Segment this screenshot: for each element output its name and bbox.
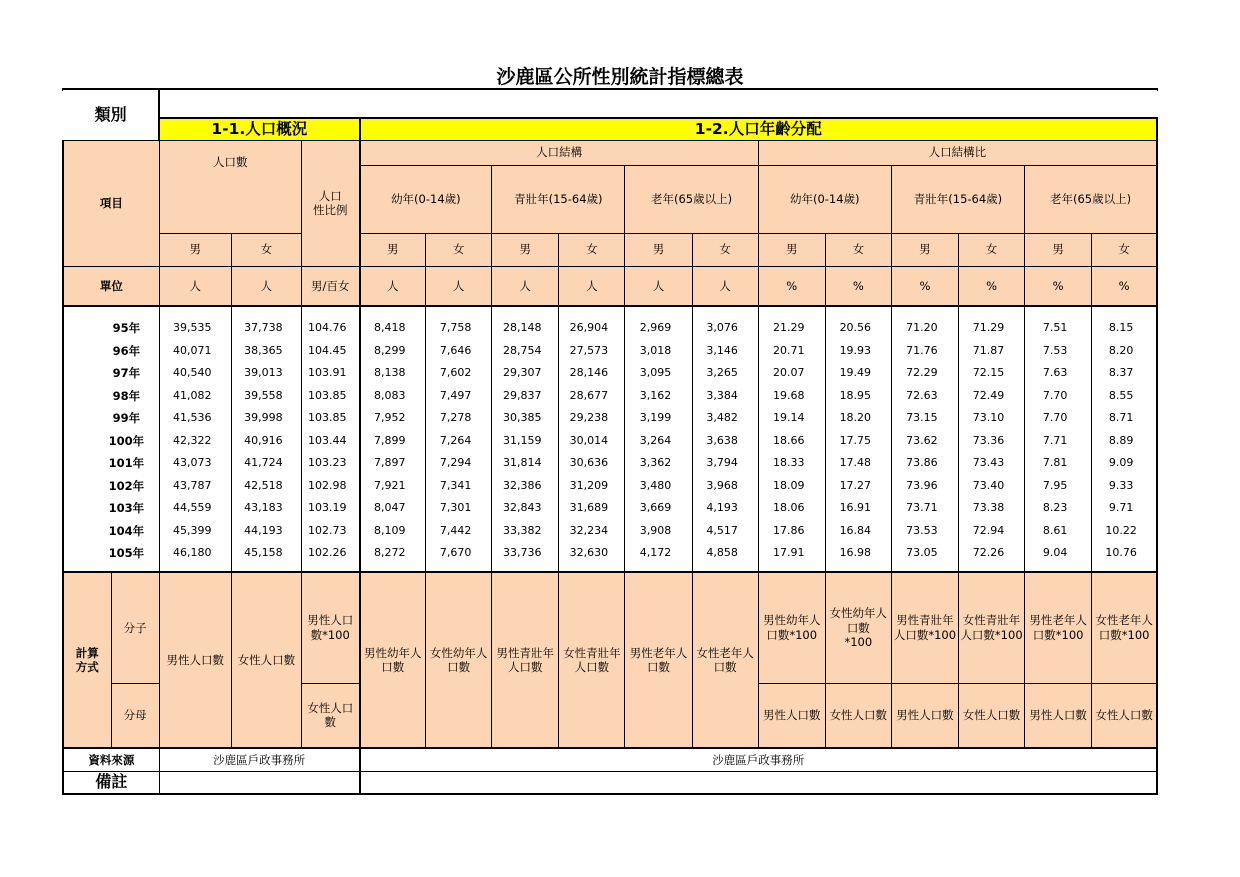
value-cell: 8.15 xyxy=(1108,321,1134,334)
calc-child-male: 男性幼年人 口數 xyxy=(360,572,426,748)
value-cell: 8.55 xyxy=(1108,388,1134,402)
value-cell: 40,540 xyxy=(172,366,212,379)
value-cell: 73.38 xyxy=(972,501,1005,514)
female-header: 女 xyxy=(426,233,492,266)
value-cell: 7.81 xyxy=(1042,456,1068,469)
value-cell: 17.48 xyxy=(839,456,872,469)
pct-adult-female-column xyxy=(958,306,1024,572)
value-cell: 8,272 xyxy=(374,546,406,559)
value-cell: 27,573 xyxy=(569,343,609,357)
value-cell: 72.15 xyxy=(972,366,1005,379)
population-header: 人口數 xyxy=(159,140,301,233)
unit-cell: 人 xyxy=(492,266,559,306)
value-cell: 17.86 xyxy=(772,523,805,537)
value-cell: 19.93 xyxy=(839,343,872,357)
value-cell: 3,482 xyxy=(706,411,738,424)
value-cell: 3,146 xyxy=(706,343,738,357)
pct-adult-male-column xyxy=(891,306,958,572)
value-cell: 9.04 xyxy=(1042,546,1068,559)
calc-male-pop: 男性人口數 xyxy=(159,572,231,748)
calc-den-male-pop: 男性人口數 xyxy=(1025,683,1092,748)
value-cell: 71.76 xyxy=(906,343,938,357)
unit-cell: % xyxy=(1092,266,1157,306)
pct-child-header: 幼年(0-14歲) xyxy=(758,165,891,233)
value-cell: 103.23 xyxy=(307,456,347,469)
structure-ratio-header: 人口結構比 xyxy=(758,140,1157,165)
adult-male-column xyxy=(492,306,559,572)
pct-elder-header: 老年(65歲以上) xyxy=(1025,165,1157,233)
year-cell: 103年 xyxy=(108,501,145,515)
value-cell: 7.71 xyxy=(1042,433,1068,447)
value-cell: 7,301 xyxy=(439,501,472,514)
value-cell: 8,138 xyxy=(374,366,406,379)
value-cell: 103.44 xyxy=(307,433,347,447)
value-cell: 73.15 xyxy=(906,411,938,424)
unit-cell: % xyxy=(825,266,891,306)
calc-pct-child-male: 男性幼年人 口數*100 xyxy=(758,572,825,683)
value-cell: 33,382 xyxy=(503,523,542,537)
value-cell: 20.56 xyxy=(839,321,872,334)
year-cell: 95年 xyxy=(112,321,141,335)
female-header: 女 xyxy=(825,233,891,266)
value-cell: 3,480 xyxy=(639,478,672,492)
value-cell: 72.26 xyxy=(972,546,1005,559)
value-cell: 3,018 xyxy=(639,343,672,357)
value-cell: 103.85 xyxy=(307,388,347,402)
value-cell: 103.19 xyxy=(307,501,347,514)
value-cell: 29,837 xyxy=(503,388,542,402)
value-cell: 37,738 xyxy=(244,321,283,334)
pct-child-male-column xyxy=(758,306,825,572)
value-cell: 10.22 xyxy=(1105,523,1137,537)
child-header: 幼年(0-14歲) xyxy=(360,165,492,233)
child-male-column xyxy=(360,306,426,572)
calc-ratio-denominator: 女性人口 數 xyxy=(301,683,359,748)
value-cell: 8.20 xyxy=(1108,343,1134,357)
value-cell: 17.91 xyxy=(772,546,805,559)
value-cell: 41,082 xyxy=(172,388,212,402)
value-cell: 7.53 xyxy=(1042,343,1068,357)
value-cell: 28,754 xyxy=(503,343,542,357)
year-column xyxy=(63,306,159,572)
male-header: 男 xyxy=(758,233,825,266)
value-cell: 104.76 xyxy=(307,321,347,334)
value-cell: 73.96 xyxy=(906,478,938,492)
unit-cell: 人 xyxy=(426,266,492,306)
pct-adult-header: 青壯年(15-64歲) xyxy=(891,165,1024,233)
value-cell: 31,814 xyxy=(503,456,542,469)
calc-ratio-numerator: 男性人口 數*100 xyxy=(301,572,359,683)
unit-cell: 人 xyxy=(625,266,692,306)
value-cell: 44,559 xyxy=(172,501,212,514)
value-cell: 103.91 xyxy=(307,366,347,379)
value-cell: 44,193 xyxy=(244,523,283,537)
calc-adult-male: 男性青壯年 人口數 xyxy=(492,572,559,748)
value-cell: 7.63 xyxy=(1042,366,1068,379)
adult-header: 青壯年(15-64歲) xyxy=(492,165,625,233)
value-cell: 8.71 xyxy=(1108,411,1134,424)
unit-cell: 人 xyxy=(559,266,625,306)
value-cell: 17.75 xyxy=(839,433,872,447)
value-cell: 39,998 xyxy=(244,411,283,424)
value-cell: 8,109 xyxy=(374,523,406,537)
value-cell: 7,442 xyxy=(439,523,472,537)
value-cell: 43,073 xyxy=(172,456,212,469)
value-cell: 32,386 xyxy=(503,478,542,492)
value-cell: 3,794 xyxy=(706,456,738,469)
source-value-2: 沙鹿區戶政事務所 xyxy=(360,748,1158,771)
value-cell: 7,670 xyxy=(439,546,472,559)
child-female-column xyxy=(426,306,492,572)
value-cell: 2,969 xyxy=(639,321,672,334)
value-cell: 26,904 xyxy=(569,321,609,334)
value-cell: 3,968 xyxy=(706,478,738,492)
value-cell: 3,162 xyxy=(639,388,672,402)
value-cell: 18.09 xyxy=(772,478,805,492)
value-cell: 42,518 xyxy=(244,478,283,492)
value-cell: 4,172 xyxy=(639,546,672,559)
value-cell: 30,636 xyxy=(569,456,609,469)
value-cell: 29,238 xyxy=(569,411,609,424)
source-label: 資料來源 xyxy=(63,748,159,771)
remarks-label: 備註 xyxy=(63,771,159,794)
structure-header: 人口結構 xyxy=(360,140,759,165)
sex-ratio-header: 人口 性比例 xyxy=(301,140,359,266)
value-cell: 7,758 xyxy=(439,321,472,334)
value-cell: 73.62 xyxy=(906,433,938,447)
pct-elder-male-column xyxy=(1025,306,1092,572)
value-cell: 7,646 xyxy=(439,343,472,357)
year-cell: 100年 xyxy=(108,433,145,448)
value-cell: 73.43 xyxy=(972,456,1005,469)
value-cell: 43,787 xyxy=(172,478,212,492)
value-cell: 3,076 xyxy=(706,321,738,334)
value-cell: 9.09 xyxy=(1108,456,1134,469)
value-cell: 102.26 xyxy=(307,546,347,559)
value-cell: 32,843 xyxy=(503,501,542,514)
pct-elder-female-column xyxy=(1092,306,1157,572)
value-cell: 3,095 xyxy=(639,366,672,379)
value-cell: 7,341 xyxy=(439,478,472,492)
value-cell: 71.20 xyxy=(906,321,938,334)
male-header: 男 xyxy=(625,233,692,266)
value-cell: 17.27 xyxy=(839,478,872,492)
calc-pct-adult-male: 男性青壯年 人口數*100 xyxy=(891,572,958,683)
male-pop-column xyxy=(159,306,231,572)
unit-cell: % xyxy=(891,266,958,306)
elder-female-column xyxy=(692,306,758,572)
male-header: 男 xyxy=(492,233,559,266)
value-cell: 3,638 xyxy=(706,433,738,447)
calc-den-female-pop: 女性人口數 xyxy=(1092,683,1157,748)
section-2-header: 1-2.人口年齡分配 xyxy=(360,118,1158,140)
value-cell: 8,418 xyxy=(374,321,406,334)
female-header: 女 xyxy=(1092,233,1157,266)
value-cell: 30,385 xyxy=(503,411,542,424)
value-cell: 73.10 xyxy=(972,411,1005,424)
year-cell: 102年 xyxy=(108,478,145,493)
value-cell: 20.71 xyxy=(772,343,805,357)
female-header: 女 xyxy=(559,233,625,266)
value-cell: 8,047 xyxy=(374,501,406,514)
section-1-header: 1-1.人口概況 xyxy=(159,118,359,140)
value-cell: 7.51 xyxy=(1042,321,1068,334)
value-cell: 45,158 xyxy=(244,546,283,559)
value-cell: 18.20 xyxy=(839,411,872,424)
female-header: 女 xyxy=(958,233,1024,266)
value-cell: 39,013 xyxy=(244,366,283,379)
year-cell: 104年 xyxy=(108,523,145,538)
value-cell: 7,278 xyxy=(439,411,472,424)
value-cell: 3,384 xyxy=(706,388,738,402)
elder-header: 老年(65歲以上) xyxy=(625,165,758,233)
calc-elder-male: 男性老年人 口數 xyxy=(625,572,692,748)
unit-cell: 人 xyxy=(360,266,426,306)
value-cell: 10.76 xyxy=(1105,546,1137,559)
value-cell: 4,858 xyxy=(706,546,738,559)
value-cell: 31,689 xyxy=(569,501,609,514)
value-cell: 19.68 xyxy=(772,388,805,402)
value-cell: 18.33 xyxy=(772,456,805,469)
female-pop-column xyxy=(231,306,301,572)
value-cell: 7.70 xyxy=(1042,388,1068,402)
year-cell: 97年 xyxy=(112,366,141,380)
category-blank xyxy=(159,90,1157,118)
value-cell: 40,916 xyxy=(244,433,283,447)
calc-adult-female: 女性青壯年 人口數 xyxy=(559,572,625,748)
unit-cell: % xyxy=(1025,266,1092,306)
value-cell: 43,183 xyxy=(244,501,283,514)
value-cell: 32,630 xyxy=(569,546,609,559)
value-cell: 3,669 xyxy=(639,501,672,514)
female-header: 女 xyxy=(231,233,301,266)
value-cell: 102.98 xyxy=(307,478,347,492)
value-cell: 19.14 xyxy=(772,411,805,424)
unit-cell: 人 xyxy=(692,266,758,306)
value-cell: 3,362 xyxy=(639,456,672,469)
value-cell: 7.95 xyxy=(1042,478,1068,492)
value-cell: 39,558 xyxy=(244,388,283,402)
unit-cell: % xyxy=(758,266,825,306)
indicator-table xyxy=(62,90,1158,795)
value-cell: 8,083 xyxy=(374,388,406,402)
value-cell: 72.29 xyxy=(906,366,938,379)
value-cell: 3,264 xyxy=(639,433,672,447)
value-cell: 19.49 xyxy=(839,366,872,379)
calc-pct-child-female: 女性幼年人 口數 *100 xyxy=(825,572,891,683)
value-cell: 4,517 xyxy=(706,523,738,537)
calc-child-female: 女性幼年人 口數 xyxy=(426,572,492,748)
calc-pct-elder-female: 女性老年人 口數*100 xyxy=(1092,572,1157,683)
value-cell: 31,159 xyxy=(503,433,542,447)
value-cell: 45,399 xyxy=(172,523,212,537)
male-header: 男 xyxy=(360,233,426,266)
value-cell: 29,307 xyxy=(503,366,542,379)
year-cell: 105年 xyxy=(108,546,145,560)
calc-pct-adult-female: 女性青壯年 人口數*100 xyxy=(958,572,1024,683)
year-cell: 101年 xyxy=(108,456,145,470)
female-header: 女 xyxy=(692,233,758,266)
year-cell: 98年 xyxy=(112,388,141,403)
value-cell: 28,677 xyxy=(569,388,609,402)
value-cell: 7,294 xyxy=(439,456,472,469)
value-cell: 18.66 xyxy=(772,433,805,447)
value-cell: 8.23 xyxy=(1042,501,1068,514)
calc-den-female-pop: 女性人口數 xyxy=(825,683,891,748)
value-cell: 41,724 xyxy=(244,456,283,469)
denominator-label: 分母 xyxy=(111,683,159,748)
calc-pct-elder-male: 男性老年人 口數*100 xyxy=(1025,572,1092,683)
value-cell: 41,536 xyxy=(172,411,212,424)
value-cell: 72.49 xyxy=(972,388,1005,402)
value-cell: 3,265 xyxy=(706,366,738,379)
value-cell: 18.06 xyxy=(772,501,805,514)
calc-female-pop: 女性人口數 xyxy=(231,572,301,748)
value-cell: 16.91 xyxy=(839,501,872,514)
value-cell: 18.95 xyxy=(839,388,872,402)
value-cell: 42,322 xyxy=(172,433,212,447)
value-cell: 28,146 xyxy=(569,366,609,379)
value-cell: 73.71 xyxy=(906,501,938,514)
numerator-label: 分子 xyxy=(111,572,159,683)
value-cell: 8.61 xyxy=(1042,523,1068,537)
calc-label: 計算 方式 xyxy=(63,572,111,748)
year-cell: 99年 xyxy=(112,411,141,425)
male-header: 男 xyxy=(891,233,958,266)
value-cell: 3,908 xyxy=(639,523,672,537)
value-cell: 3,199 xyxy=(639,411,672,424)
value-cell: 39,535 xyxy=(172,321,212,334)
value-cell: 21.29 xyxy=(772,321,805,334)
value-cell: 8.89 xyxy=(1108,433,1134,447)
elder-male-column xyxy=(625,306,692,572)
value-cell: 104.45 xyxy=(307,343,347,357)
value-cell: 40,071 xyxy=(172,343,212,357)
value-cell: 71.29 xyxy=(972,321,1005,334)
value-cell: 32,234 xyxy=(569,523,609,537)
value-cell: 73.40 xyxy=(972,478,1005,492)
value-cell: 71.87 xyxy=(972,343,1005,357)
remarks-value-1 xyxy=(159,771,359,794)
value-cell: 4,193 xyxy=(706,501,738,514)
unit-cell: 人 xyxy=(231,266,301,306)
value-cell: 28,148 xyxy=(503,321,542,334)
year-cell: 96年 xyxy=(112,343,141,358)
value-cell: 16.98 xyxy=(839,546,872,559)
male-header: 男 xyxy=(1025,233,1092,266)
value-cell: 8.37 xyxy=(1108,366,1134,379)
value-cell: 7,897 xyxy=(374,456,406,469)
adult-female-column xyxy=(559,306,625,572)
value-cell: 72.63 xyxy=(906,388,938,402)
value-cell: 102.73 xyxy=(307,523,347,537)
value-cell: 72.94 xyxy=(972,523,1005,537)
calc-den-male-pop: 男性人口數 xyxy=(891,683,958,748)
remarks-value-2 xyxy=(360,771,1158,794)
calc-den-male-pop: 男性人口數 xyxy=(758,683,825,748)
value-cell: 9.71 xyxy=(1108,501,1134,514)
category-label: 類別 xyxy=(63,90,159,140)
unit-cell: % xyxy=(958,266,1024,306)
value-cell: 20.07 xyxy=(772,366,805,379)
page-title: 沙鹿區公所性別統計指標總表 xyxy=(496,66,744,88)
value-cell: 33,736 xyxy=(503,546,542,559)
value-cell: 30,014 xyxy=(569,433,609,447)
value-cell: 46,180 xyxy=(172,546,212,559)
value-cell: 38,365 xyxy=(244,343,283,357)
value-cell: 7,921 xyxy=(374,478,406,492)
value-cell: 73.36 xyxy=(972,433,1005,447)
value-cell: 16.84 xyxy=(839,523,872,537)
value-cell: 73.53 xyxy=(906,523,938,537)
value-cell: 7.70 xyxy=(1042,411,1068,424)
value-cell: 7,602 xyxy=(439,366,472,379)
pct-child-female-column xyxy=(825,306,891,572)
source-value-1: 沙鹿區戶政事務所 xyxy=(159,748,359,771)
value-cell: 31,209 xyxy=(569,478,609,492)
calc-elder-female: 女性老年人 口數 xyxy=(692,572,758,748)
value-cell: 7,952 xyxy=(374,411,406,424)
value-cell: 73.05 xyxy=(906,546,938,559)
value-cell: 7,264 xyxy=(439,433,472,447)
male-header: 男 xyxy=(159,233,231,266)
value-cell: 103.85 xyxy=(307,411,347,424)
unit-label: 單位 xyxy=(63,266,159,306)
unit-cell: 男/百女 xyxy=(301,266,359,306)
unit-cell: 人 xyxy=(159,266,231,306)
sex-ratio-column xyxy=(301,306,359,572)
value-cell: 7,497 xyxy=(439,388,472,402)
value-cell: 73.86 xyxy=(906,456,938,469)
calc-den-female-pop: 女性人口數 xyxy=(958,683,1024,748)
item-header: 項目 xyxy=(63,140,159,266)
value-cell: 8,299 xyxy=(374,343,406,357)
value-cell: 9.33 xyxy=(1108,478,1134,492)
value-cell: 7,899 xyxy=(374,433,406,447)
